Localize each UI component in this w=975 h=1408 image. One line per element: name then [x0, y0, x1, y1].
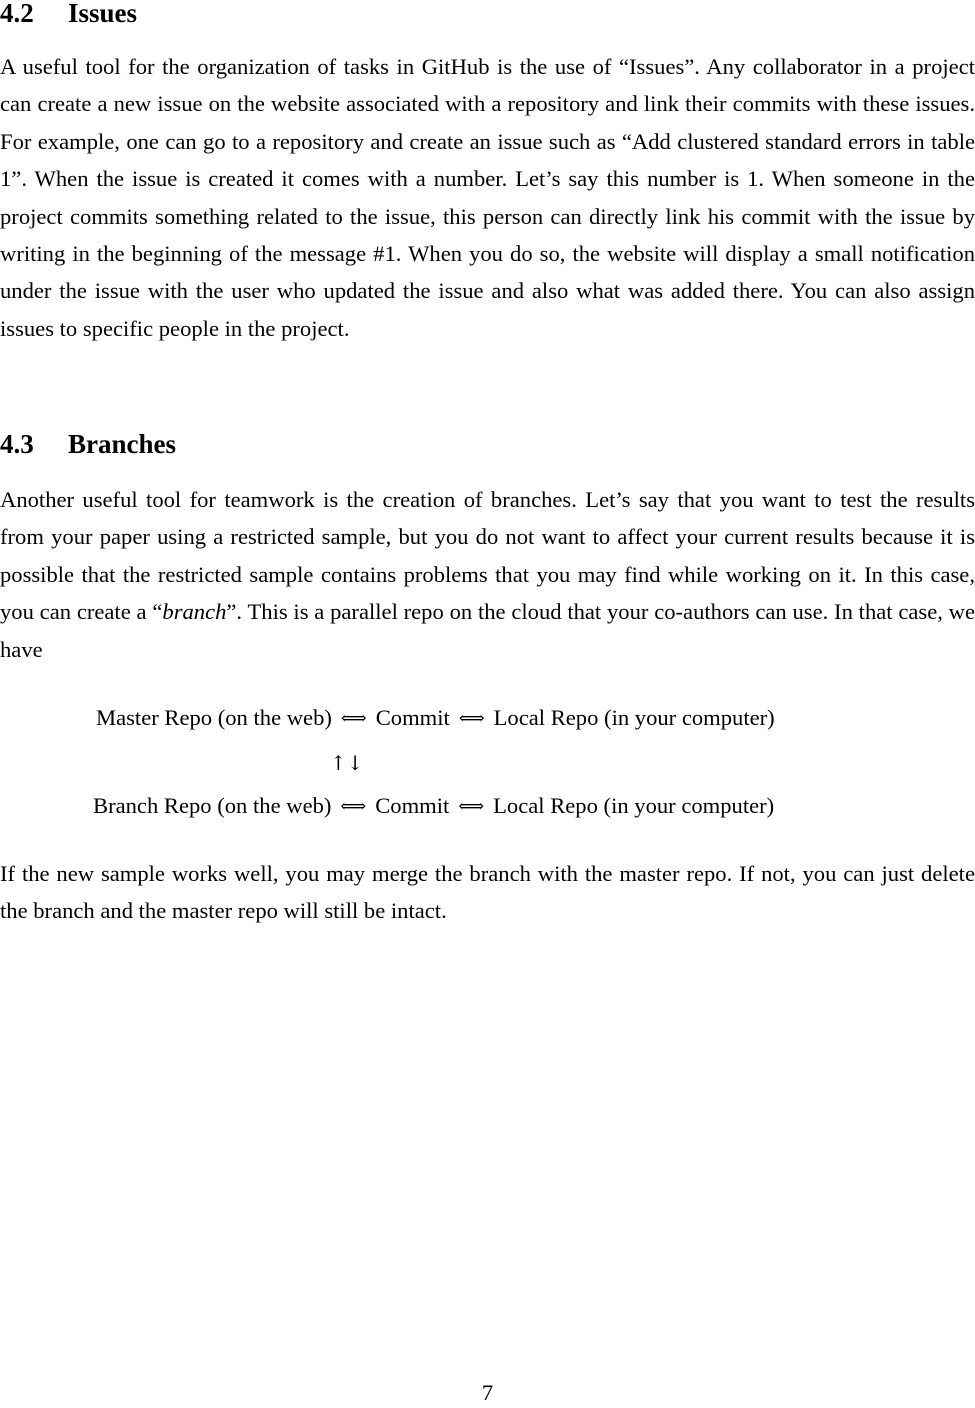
- local-repo-label: Local Repo (in your computer): [493, 705, 775, 730]
- branches-paragraph-text-2: ”. This is a parallel repo on the cloud that your co-authors can use. In that case, we have: [0, 599, 975, 662]
- commit-label: Commit: [375, 793, 450, 818]
- section-title: Branches: [68, 429, 176, 459]
- section-number: 4.2: [0, 0, 34, 28]
- issues-paragraph: A useful tool for the organization of tasks in GitHub is the use of “Issues”. Any collaborator in a project can create a new issue on the website associated with a repository and link their commits with these issues. For example, one can go to a repository and create an issue such as “Add clustered standard errors in table 1”. When the issue is created it comes with a number. Let’s say this number is 1. When someone in the project commits something related to the issue, this person can directly link his commit with the issue by writing in the beginning of the message #1. When you do so, the website will display a small notification under the issue with the user who updated the issue and also what was added there. You can also assign issues to specific people in the project.: [0, 54, 975, 341]
- branches-paragraph-text-1: Another useful tool for teamwork is the creation of branches. Let’s say that you want to test the results from your paper using a restricted sample, but you do not want to affect your current results because it is possible that the restricted sample contains problems that you may find while working on it. In this case, you can create a “: [0, 487, 975, 625]
- double-arrow-icon: ⟺: [458, 796, 485, 817]
- branch-repo-label: Branch Repo (on the web): [93, 793, 332, 818]
- double-arrow-icon: ⟺: [340, 796, 367, 817]
- up-down-arrows-icon: ↑↓: [330, 751, 364, 775]
- section-number: 4.3: [0, 429, 34, 459]
- double-arrow-icon: ⟺: [340, 708, 367, 729]
- double-arrow-icon: ⟺: [458, 708, 485, 729]
- section-title: Issues: [68, 0, 138, 28]
- merge-paragraph: If the new sample works well, you may merge the branch with the master repo. If not, you can just delete the branch and the master repo will still be intact.: [0, 861, 975, 924]
- branches-paragraph: [0, 481, 975, 668]
- commit-label: Commit: [375, 705, 450, 730]
- diagram-row-branch: [93, 791, 774, 823]
- local-repo-label: Local Repo (in your computer): [493, 793, 775, 818]
- diagram-row-master: [96, 703, 775, 735]
- branch-term: branch: [162, 599, 227, 625]
- master-repo-label: Master Repo (on the web): [96, 705, 332, 730]
- section-heading-issues: [0, 0, 137, 28]
- page-number: 7: [481, 1380, 494, 1405]
- section-heading-branches: [0, 429, 176, 459]
